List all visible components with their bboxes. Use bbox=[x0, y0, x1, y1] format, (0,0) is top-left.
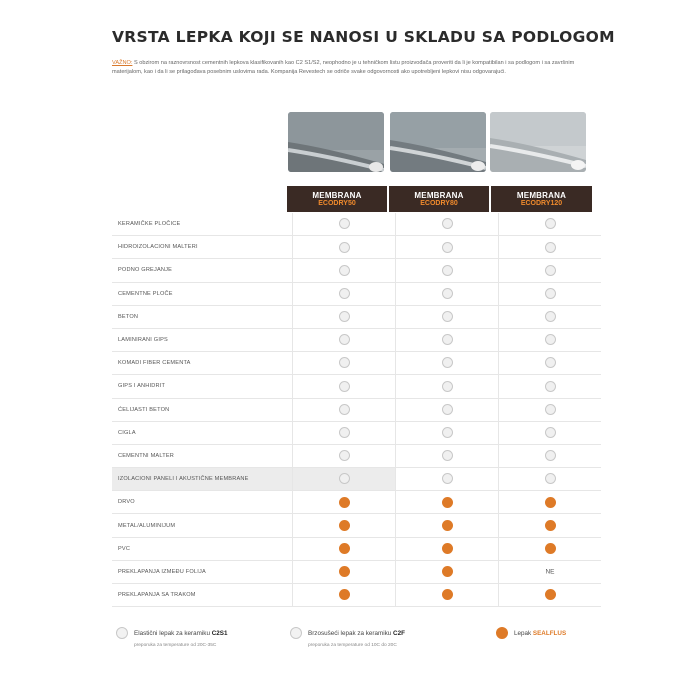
gray-dot-icon bbox=[545, 265, 556, 276]
orange-dot-icon bbox=[442, 566, 453, 577]
legend-text: Brzosušeći lepak za keramiku bbox=[308, 629, 394, 637]
row-label: METAL/ALUMINIJUM bbox=[112, 514, 293, 537]
table-cell bbox=[499, 282, 602, 305]
table-cell bbox=[499, 328, 602, 351]
gray-dot-icon bbox=[339, 288, 350, 299]
gray-dot-icon bbox=[545, 311, 556, 322]
gray-dot-icon bbox=[339, 218, 350, 229]
table-cell bbox=[396, 236, 499, 259]
row-label: IZOLACIONI PANELI I AKUSTIČNE MEMBRANE bbox=[112, 468, 293, 491]
table-cell bbox=[499, 560, 602, 583]
table-cell bbox=[293, 491, 396, 514]
table-row bbox=[112, 259, 601, 282]
gray-dot-icon bbox=[545, 334, 556, 345]
gray-dot-icon bbox=[339, 334, 350, 345]
orange-dot-icon bbox=[339, 566, 350, 577]
table-cell bbox=[396, 468, 499, 491]
important-label: VAŽNO: bbox=[112, 60, 133, 66]
page-title: VRSTA LEPKA KOJI SE NANOSI U SKLADU SA PODLOGOM bbox=[112, 28, 615, 46]
row-label: PREKLAPANJA IZMEĐU FOLIJA bbox=[112, 560, 293, 583]
column-header-ecodry50 bbox=[287, 186, 387, 212]
table-cell bbox=[293, 328, 396, 351]
gray-dot-icon bbox=[339, 242, 350, 253]
table-cell bbox=[293, 421, 396, 444]
gray-dot-icon bbox=[545, 218, 556, 229]
table-cell bbox=[293, 584, 396, 607]
gray-dot-icon bbox=[545, 242, 556, 253]
table-row bbox=[112, 421, 601, 444]
gray-dot-icon bbox=[442, 357, 453, 368]
table-cell bbox=[499, 537, 602, 560]
legend-code: C2S1 bbox=[211, 629, 228, 637]
table-cell bbox=[293, 236, 396, 259]
legend-item-c2s1 bbox=[116, 627, 227, 648]
column-header-line2: ECODRY50 bbox=[318, 199, 356, 207]
gray-dot-icon bbox=[339, 473, 350, 484]
membrane-roll-photo-2 bbox=[390, 112, 486, 172]
table-row bbox=[112, 282, 601, 305]
table-row bbox=[112, 537, 601, 560]
table-cell bbox=[396, 491, 499, 514]
table-cell bbox=[293, 213, 396, 236]
table-row bbox=[112, 328, 601, 351]
table-cell bbox=[293, 352, 396, 375]
membrane-roll-photo-1 bbox=[288, 112, 384, 172]
table-cell bbox=[499, 468, 602, 491]
gray-dot-icon bbox=[545, 381, 556, 392]
table-cell bbox=[499, 444, 602, 467]
table-cell bbox=[499, 421, 602, 444]
gray-dot-icon bbox=[442, 265, 453, 276]
row-label: CIGLA bbox=[112, 421, 293, 444]
row-label: CEMENTNE PLOČE bbox=[112, 282, 293, 305]
legend-text: Lepak bbox=[514, 629, 533, 637]
not-applicable-text: NE bbox=[545, 568, 555, 576]
gray-dot-icon bbox=[339, 381, 350, 392]
gray-dot-icon bbox=[442, 334, 453, 345]
gray-dot-icon bbox=[116, 627, 128, 639]
gray-dot-icon bbox=[339, 450, 350, 461]
column-header-line1: MEMBRANA bbox=[414, 190, 464, 200]
table-cell bbox=[499, 375, 602, 398]
table-row bbox=[112, 584, 601, 607]
legend-sub: preporuka za temperature od 20C-35C bbox=[134, 643, 217, 648]
orange-dot-icon bbox=[339, 589, 350, 600]
gray-dot-icon bbox=[545, 404, 556, 415]
table-row bbox=[112, 444, 601, 467]
column-header-line2: ECODRY80 bbox=[420, 199, 458, 207]
gray-dot-icon bbox=[545, 288, 556, 299]
table-row bbox=[112, 398, 601, 421]
orange-dot-icon bbox=[545, 589, 556, 600]
table-row bbox=[112, 514, 601, 537]
table-cell bbox=[499, 259, 602, 282]
orange-dot-icon bbox=[545, 520, 556, 531]
table-cell bbox=[499, 305, 602, 328]
legend-code: SEALFLUS bbox=[532, 629, 567, 637]
row-label: PREKLAPANJA SA TRAKOM bbox=[112, 584, 293, 607]
legend-sub: preporuka za temperature od 10C do 20C bbox=[308, 643, 397, 648]
table-row bbox=[112, 491, 601, 514]
column-header-line2: ECODRY120 bbox=[520, 199, 563, 207]
table-cell bbox=[293, 375, 396, 398]
legend-code: C2F bbox=[393, 629, 405, 637]
table-row bbox=[112, 375, 601, 398]
row-label: GIPS I ANHIDRIT bbox=[112, 375, 293, 398]
table-cell bbox=[396, 398, 499, 421]
gray-dot-icon bbox=[545, 473, 556, 484]
membrane-roll-photo-3 bbox=[490, 112, 586, 172]
table-cell bbox=[396, 514, 499, 537]
gray-dot-icon bbox=[442, 311, 453, 322]
table-cell bbox=[499, 491, 602, 514]
table-cell bbox=[396, 259, 499, 282]
legend-item-c2f bbox=[290, 627, 405, 648]
legend-item-sealflus bbox=[496, 627, 566, 639]
orange-dot-icon bbox=[339, 543, 350, 554]
orange-dot-icon bbox=[442, 543, 453, 554]
column-header-line1: MEMBRANA bbox=[516, 190, 567, 200]
gray-dot-icon bbox=[442, 473, 453, 484]
gray-dot-icon bbox=[339, 427, 350, 438]
important-note bbox=[112, 59, 592, 76]
table-cell bbox=[396, 352, 499, 375]
gray-dot-icon bbox=[290, 627, 302, 639]
gray-dot-icon bbox=[442, 404, 453, 415]
table-cell bbox=[499, 584, 602, 607]
row-label: CEMENTNI MALTER bbox=[112, 444, 293, 467]
table-cell bbox=[293, 560, 396, 583]
row-label: KERAMIČKE PLOČICE bbox=[112, 213, 293, 236]
gray-dot-icon bbox=[545, 357, 556, 368]
table-cell bbox=[396, 444, 499, 467]
gray-dot-icon bbox=[442, 288, 453, 299]
row-label: PVC bbox=[112, 537, 293, 560]
gray-dot-icon bbox=[339, 311, 350, 322]
column-header-ecodry80 bbox=[389, 186, 489, 212]
row-label: KOMADI FIBER CEMENTA bbox=[112, 352, 293, 375]
table-cell bbox=[396, 375, 499, 398]
table-row bbox=[112, 236, 601, 259]
gray-dot-icon bbox=[545, 427, 556, 438]
row-label: PODNO GREJANJE bbox=[112, 259, 293, 282]
orange-dot-icon bbox=[545, 497, 556, 508]
orange-dot-icon bbox=[442, 497, 453, 508]
row-label: HIDROIZOLACIONI MALTERI bbox=[112, 236, 293, 259]
gray-dot-icon bbox=[545, 450, 556, 461]
table-cell bbox=[293, 468, 396, 491]
table-cell bbox=[499, 213, 602, 236]
table-cell bbox=[293, 282, 396, 305]
table-cell bbox=[396, 584, 499, 607]
table-cell bbox=[396, 537, 499, 560]
table-cell bbox=[396, 328, 499, 351]
table-row bbox=[112, 213, 601, 236]
row-label: LAMINIRANI GIPS bbox=[112, 328, 293, 351]
orange-dot-icon bbox=[496, 627, 508, 639]
gray-dot-icon bbox=[442, 381, 453, 392]
table-cell bbox=[293, 398, 396, 421]
important-text: S obzirom na raznovrsnost cementnih lepkova klasifikovanih kao C2 S1/S2, neophodno je u tehničkom listu proizvođača proveriti da li je kompatibilan i sa podlogom i sa završnim materijalom, kao i da li se prilagođava posebnim uslovima rada. Kompanija Revestech se odriče svake odgovornosti ako upotrebljeni lepkovi nisu odgovarajući. bbox=[112, 60, 575, 75]
orange-dot-icon bbox=[442, 520, 453, 531]
row-label: DRVO bbox=[112, 491, 293, 514]
table-row bbox=[112, 305, 601, 328]
table-cell bbox=[396, 282, 499, 305]
legend-text: Elastični lepak za keramiku bbox=[134, 629, 212, 637]
column-header-ecodry120 bbox=[491, 186, 592, 212]
table-cell bbox=[293, 444, 396, 467]
gray-dot-icon bbox=[339, 404, 350, 415]
orange-dot-icon bbox=[545, 543, 556, 554]
table-row bbox=[112, 468, 601, 491]
row-label: ĆELIJASTI BETON bbox=[112, 398, 293, 421]
orange-dot-icon bbox=[339, 520, 350, 531]
orange-dot-icon bbox=[442, 589, 453, 600]
gray-dot-icon bbox=[442, 218, 453, 229]
table-cell bbox=[499, 398, 602, 421]
table-row bbox=[112, 560, 601, 583]
table-cell bbox=[499, 236, 602, 259]
table-cell bbox=[396, 560, 499, 583]
table-cell bbox=[499, 352, 602, 375]
gray-dot-icon bbox=[442, 242, 453, 253]
table-cell bbox=[396, 213, 499, 236]
row-label: BETON bbox=[112, 305, 293, 328]
table-cell bbox=[396, 305, 499, 328]
gray-dot-icon bbox=[339, 357, 350, 368]
gray-dot-icon bbox=[339, 265, 350, 276]
table-cell bbox=[396, 421, 499, 444]
column-header-line1: MEMBRANA bbox=[312, 190, 362, 200]
table-cell bbox=[293, 305, 396, 328]
gray-dot-icon bbox=[442, 427, 453, 438]
gray-dot-icon bbox=[442, 450, 453, 461]
table-cell bbox=[499, 514, 602, 537]
table-cell bbox=[293, 537, 396, 560]
table-row bbox=[112, 352, 601, 375]
table-cell bbox=[293, 514, 396, 537]
orange-dot-icon bbox=[339, 497, 350, 508]
compatibility-table bbox=[112, 213, 601, 607]
table-cell bbox=[293, 259, 396, 282]
